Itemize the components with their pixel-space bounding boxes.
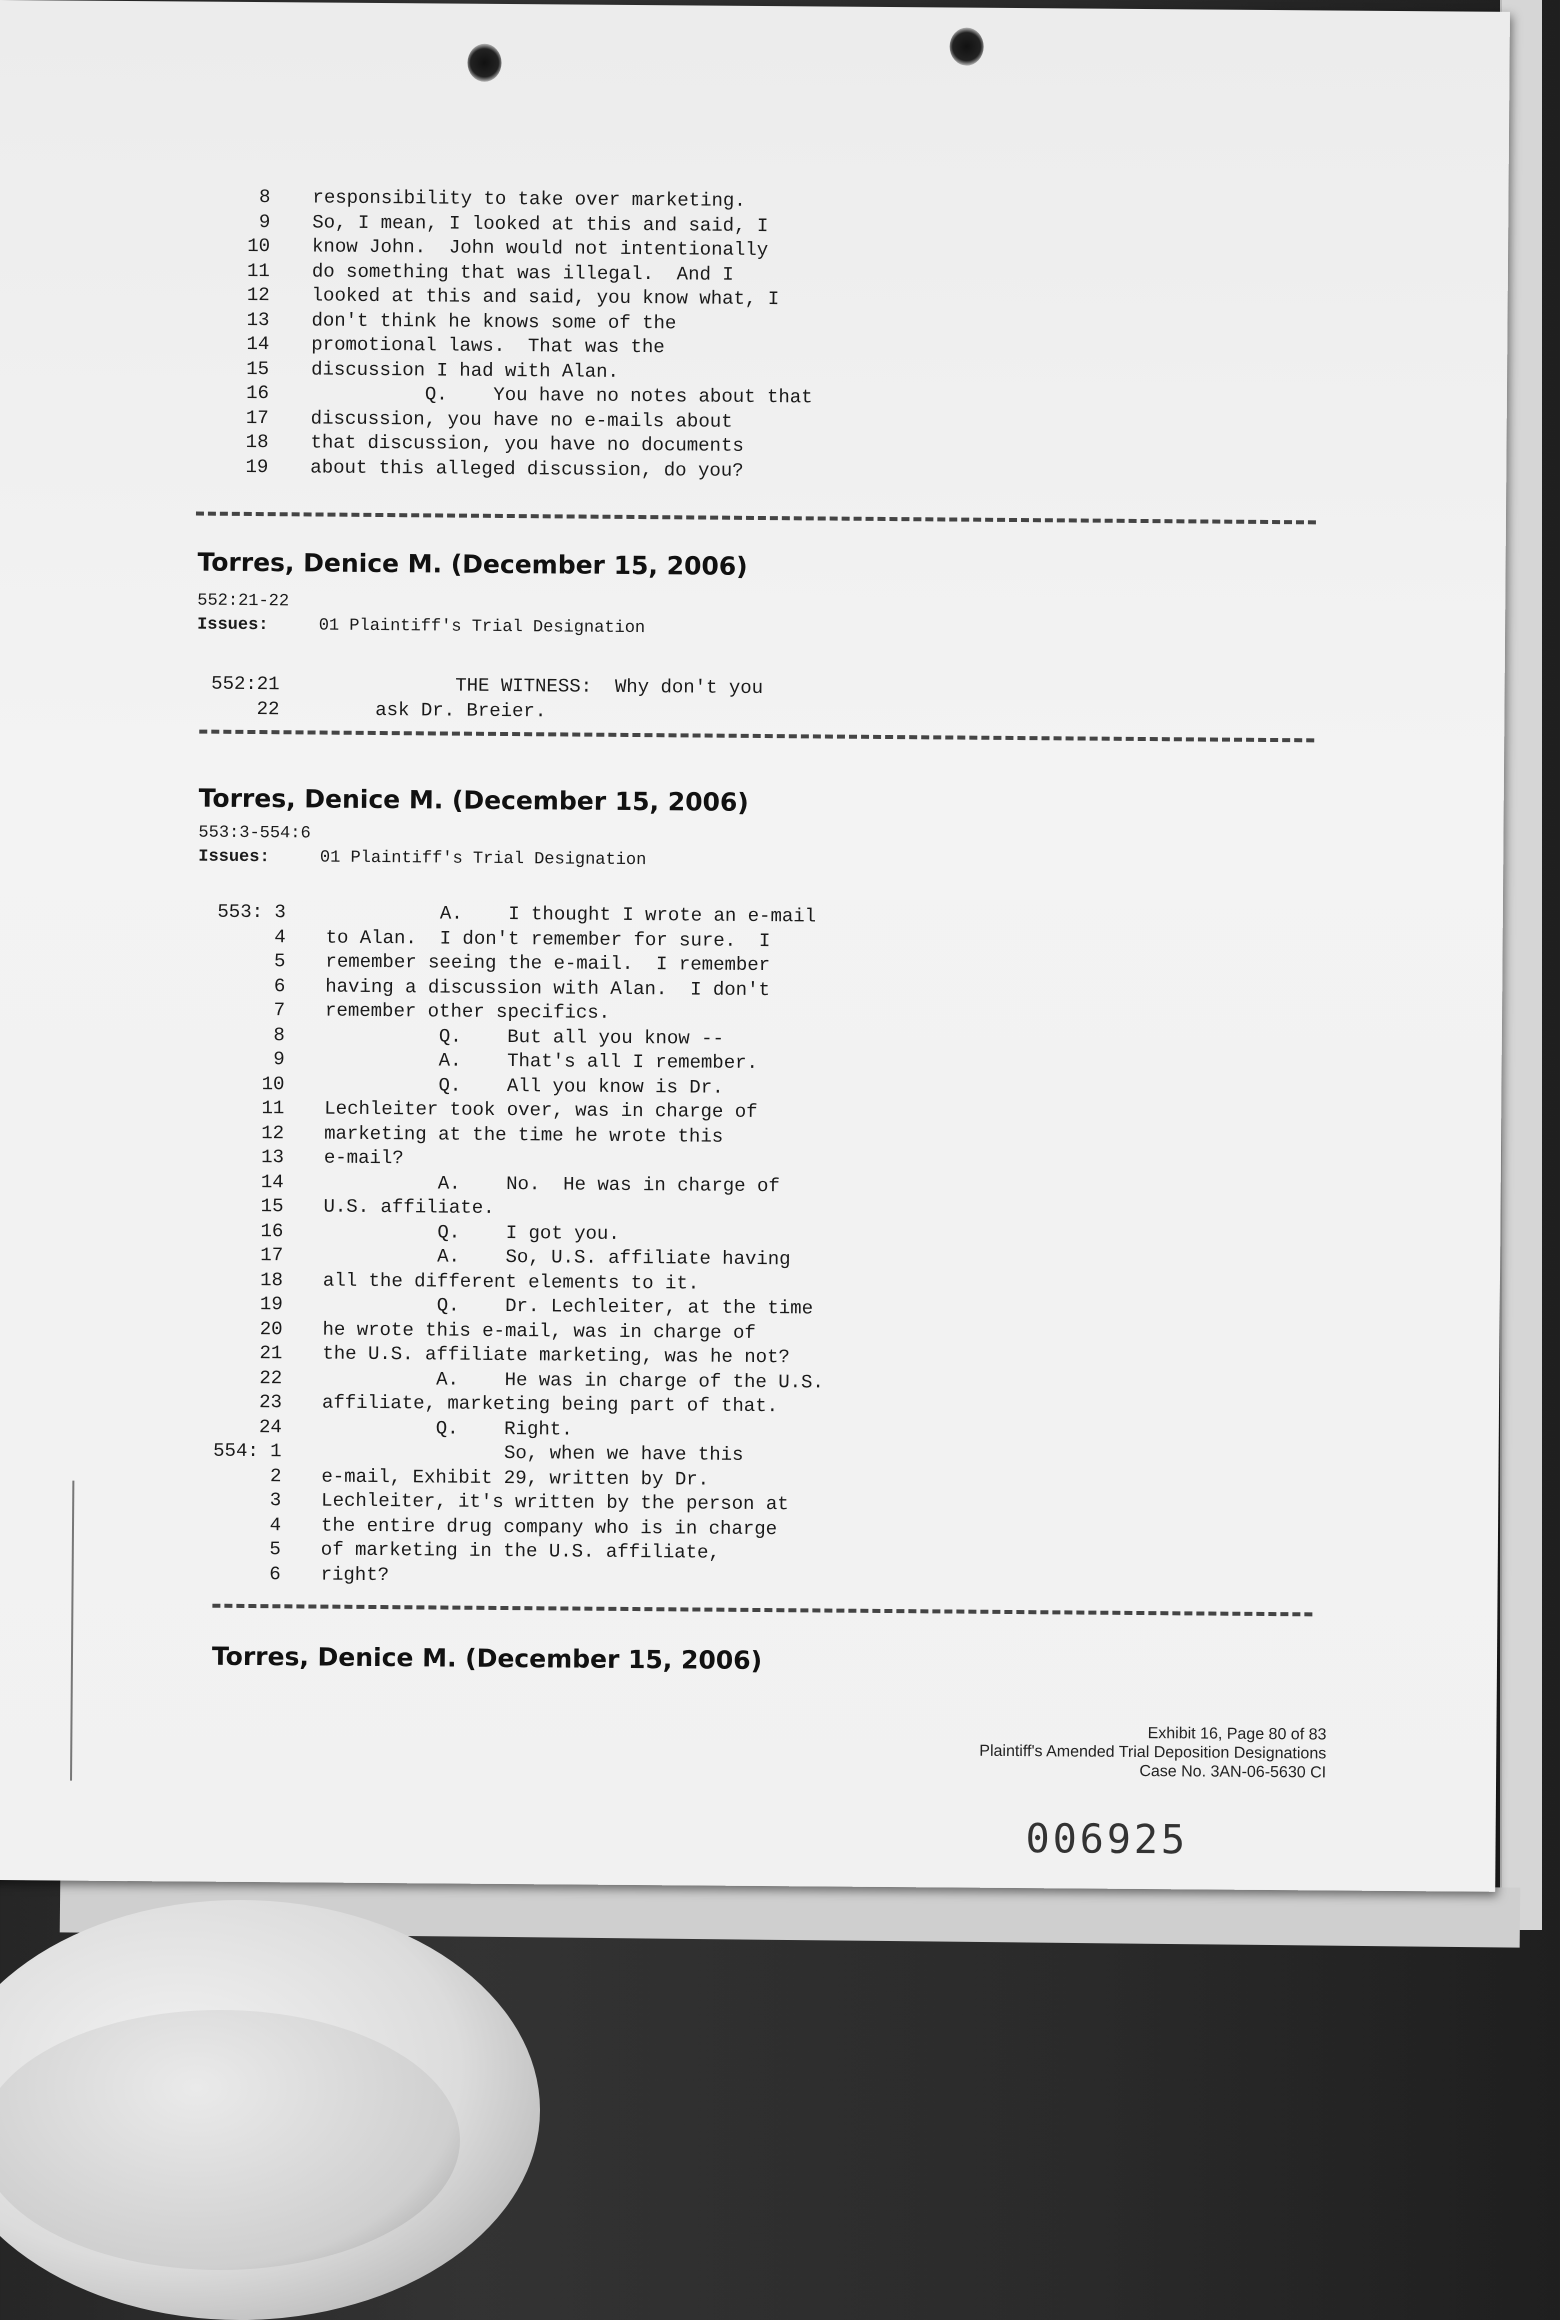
exhibit-page: Exhibit 16, Page 80 of 83 (1147, 1725, 1327, 1744)
punch-hole-left (467, 44, 501, 82)
saucer-inner (0, 2010, 460, 2270)
line-number: 13 (261, 1146, 285, 1169)
line-text: A. He was in charge of the U.S. (322, 1367, 824, 1394)
line-number: 14 (260, 1170, 284, 1194)
line-number: 17 (260, 1244, 284, 1267)
line-number: 554: 1 (213, 1439, 282, 1463)
line-number: 7 (273, 999, 286, 1022)
line-number: 6 (269, 1562, 281, 1586)
line-text: So, I mean, I looked at this and said, I (312, 211, 769, 237)
line-number: 10 (247, 235, 271, 258)
transcript-line (193, 1561, 823, 1590)
issues-label: Issues: (197, 615, 269, 636)
issues-label: Issues: (198, 847, 270, 868)
issues-value: 01 Plaintiff's Trial Designation (319, 848, 647, 871)
line-number: 4 (269, 1513, 282, 1537)
exhibit-footer (979, 1723, 1326, 1783)
line-text: e-mail? (323, 1146, 404, 1170)
line-number: 18 (260, 1268, 284, 1292)
line-text: right? (320, 1563, 390, 1586)
line-text: Q. But all you know -- (324, 1024, 725, 1050)
line-number: 16 (246, 382, 270, 405)
line-number: 24 (258, 1415, 282, 1439)
line-text: the U.S. affiliate marketing, was he not? (322, 1342, 790, 1369)
section-header: Torres, Denice M. (December 15, 2006) (198, 783, 749, 817)
section-divider (212, 1604, 1312, 1617)
line-number: 14 (246, 333, 270, 356)
line-text: Q. Right. (321, 1416, 573, 1441)
section-divider (199, 730, 1314, 743)
line-text: discussion, you have no e-mails about (310, 407, 733, 433)
line-text: looked at this and said, you know what, I (311, 284, 780, 311)
transcript-line (199, 696, 763, 725)
line-text: of marketing in the U.S. affiliate, (320, 1538, 720, 1564)
line-text: U.S. affiliate. (323, 1195, 495, 1220)
line-number: 553: 3 (217, 900, 286, 924)
page-line-range: 552:21-22 (197, 591, 290, 612)
exhibit-title: Plaintiff's Amended Trial Deposition Designations (979, 1742, 1327, 1763)
line-text: promotional laws. That was the (311, 333, 665, 359)
line-number: 19 (259, 1293, 283, 1316)
line-number: 16 (260, 1219, 284, 1243)
line-number: 15 (246, 357, 270, 380)
line-text: THE WITNESS: Why don't you (295, 673, 764, 700)
line-text: A. That's all I remember. (324, 1048, 759, 1075)
transcript-block-1 (224, 185, 814, 484)
line-text: don't think he knows some of the (311, 309, 677, 335)
line-text: about this alleged discussion, do you? (310, 456, 744, 482)
issues-value: 01 Plaintiff's Trial Designation (318, 616, 646, 639)
line-number: 12 (246, 284, 270, 307)
line-text: Q. You have no notes about that (310, 382, 813, 409)
line-number: 10 (261, 1072, 285, 1096)
line-number: 9 (273, 1048, 285, 1071)
line-number: 552:21 (211, 672, 280, 696)
line-number: 13 (246, 308, 270, 331)
line-text: affiliate, marketing being part of that. (321, 1391, 779, 1418)
page-line-range: 553:3-554:6 (198, 823, 311, 844)
line-text: do something that was illegal. And I (311, 260, 734, 286)
transcript-block-3 (193, 900, 828, 1591)
line-text: Lechleiter took over, was in charge of (324, 1097, 758, 1124)
section-header: Torres, Denice M. (December 15, 2006) (211, 1641, 763, 1676)
line-number: 4 (274, 925, 286, 949)
line-text: that discussion, you have no documents (310, 431, 744, 458)
line-text: ask Dr. Breier. (295, 698, 547, 723)
line-text: e-mail, Exhibit 29, written by Dr. (321, 1465, 710, 1491)
line-number: 3 (269, 1489, 282, 1512)
line-number: 5 (269, 1538, 281, 1561)
line-text: A. So, U.S. affiliate having (323, 1244, 791, 1271)
line-text: Lechleiter, it's written by the person at (321, 1489, 789, 1516)
line-number: 8 (258, 186, 271, 209)
line-text: Q. All you know is Dr. (324, 1073, 724, 1099)
line-number: 17 (245, 406, 269, 429)
line-text: Q. Dr. Lechleiter, at the time (322, 1293, 814, 1320)
line-text: A. No. He was in charge of (323, 1171, 780, 1197)
issues-row (197, 616, 645, 639)
line-text: Q. I got you. (323, 1220, 620, 1245)
line-text: responsibility to take over marketing. (312, 186, 746, 213)
line-number: 23 (259, 1391, 283, 1414)
line-number: 11 (246, 259, 270, 282)
line-number: 15 (260, 1195, 284, 1218)
line-number: 20 (259, 1317, 283, 1341)
punch-hole-right (950, 27, 984, 65)
line-text: discussion I had with Alan. (311, 358, 620, 383)
line-text: remember seeing the e-mail. I remember (325, 950, 771, 977)
section-header: Torres, Denice M. (December 15, 2006) (197, 547, 748, 581)
line-number: 12 (261, 1121, 285, 1145)
line-number: 22 (256, 697, 280, 720)
line-text: to Alan. I don't remember for sure. I (325, 926, 771, 952)
line-number: 6 (273, 974, 286, 998)
line-text: having a discussion with Alan. I don't (325, 975, 771, 1001)
transcript-block-2 (199, 672, 763, 725)
line-number: 18 (245, 431, 269, 454)
line-text: A. I thought I wrote an e-mail (325, 901, 817, 928)
line-number: 19 (245, 455, 269, 478)
line-text: marketing at the time he wrote this (324, 1122, 724, 1148)
line-number: 2 (269, 1464, 282, 1488)
margin-mark (70, 1481, 74, 1781)
line-number: 22 (259, 1366, 283, 1390)
line-text: all the different elements to it. (322, 1269, 700, 1295)
line-number: 9 (258, 210, 271, 233)
line-number: 5 (273, 950, 286, 973)
transcript-line (224, 454, 812, 483)
line-text: he wrote this e-mail, was in charge of (322, 1318, 756, 1344)
bates-number: 006925 (1025, 1816, 1189, 1864)
line-text: know John. John would not intentionally (311, 235, 769, 262)
line-text: the entire drug company who is in charge (320, 1514, 778, 1540)
case-number: Case No. 3AN-06-5630 CI (1139, 1763, 1327, 1782)
issues-row (198, 848, 646, 871)
line-number: 11 (261, 1097, 285, 1120)
line-number: 21 (259, 1342, 283, 1365)
line-number: 8 (273, 1023, 285, 1047)
section-divider (196, 512, 1316, 525)
line-text: So, when we have this (321, 1440, 744, 1467)
line-text: remember other specifics. (324, 999, 611, 1025)
